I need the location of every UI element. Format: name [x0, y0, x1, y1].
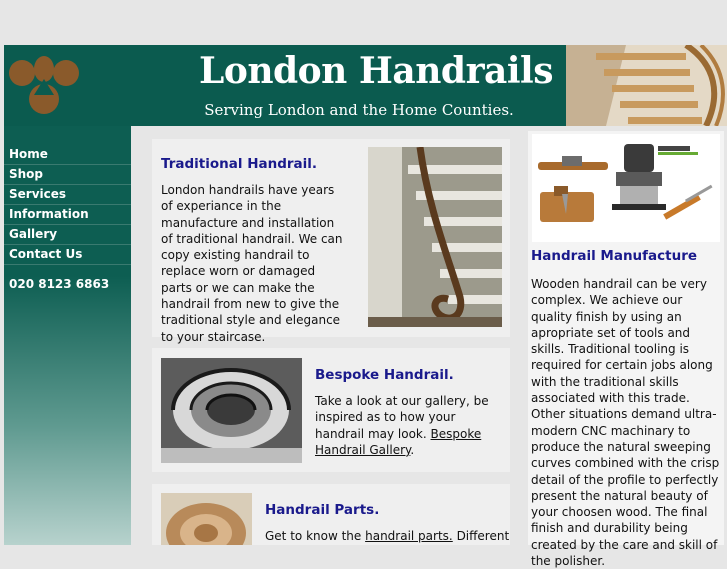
sidebar	[4, 126, 131, 545]
site-title: London Handrails	[199, 50, 553, 92]
handrail-manufacture-heading: Handrail Manufacture	[531, 248, 698, 264]
handrail-manufacture-text: Wooden handrail can be very complex. We achieve our quality finish by using an apropriate set of tools and skills. Traditional tooling is required for certain jobs along with the traditional skills associated with this trade. Other situations demand ultra-modern CNC machinary to produce the natural sweeping curves combined with the crisp detail of the profile to perfectly present the natural beauty of your choosen wood. The final finish and durability being created by the care and skill of the polisher.	[531, 277, 720, 569]
bespoke-handrail-panel	[152, 348, 510, 472]
handrail-parts-text	[265, 528, 510, 544]
staircase-photo	[566, 45, 727, 126]
nav-contact-us[interactable]: Contact Us	[4, 245, 131, 265]
site-tagline: Serving London and the Home Counties.	[204, 101, 514, 119]
traditional-handrail-heading: Traditional Handrail.	[161, 156, 318, 172]
tools-photo	[532, 134, 720, 242]
logo[interactable]	[8, 53, 80, 119]
traditional-handrail-text: London handrails have years of experiance in the manufacture and installation of traditional handrail. We can copy existing handrail to replace worn or damaged parts or we can make the handrail from new to give the traditional style and elegance to your staircase.	[161, 183, 343, 344]
nav-gallery[interactable]: Gallery	[4, 225, 131, 245]
traditional-staircase-photo	[368, 147, 502, 327]
bespoke-handrail-body: Take a look at our gallery, be inspired as to how your handrail may look.	[315, 394, 489, 441]
handrail-parts-prefix: Get to know the	[265, 529, 366, 543]
phone-number: 020 8123 6863	[9, 277, 110, 291]
handrail-parts-link[interactable]: handrail parts.	[365, 529, 453, 543]
handrail-parts-photo	[161, 493, 252, 545]
nav-shop[interactable]: Shop	[4, 165, 131, 185]
handrail-parts-panel	[152, 484, 510, 545]
traditional-handrail-panel	[152, 139, 510, 344]
handrail-parts-suffix: Different	[452, 529, 510, 543]
bespoke-handrail-heading: Bespoke Handrail.	[315, 367, 454, 383]
main-nav	[4, 145, 131, 265]
site-header	[4, 45, 727, 126]
handrail-parts-heading: Handrail Parts.	[265, 502, 380, 518]
nav-services[interactable]: Services	[4, 185, 131, 205]
bespoke-handrail-text	[315, 393, 503, 458]
bespoke-link-period: .	[410, 442, 415, 457]
handrail-manufacture-column	[528, 131, 724, 569]
nav-information[interactable]: Information	[4, 205, 131, 225]
spiral-staircase-photo	[161, 358, 302, 463]
nav-home[interactable]: Home	[4, 145, 131, 165]
bespoke-gallery-link[interactable]: Bespoke Handrail Gallery	[315, 426, 482, 457]
